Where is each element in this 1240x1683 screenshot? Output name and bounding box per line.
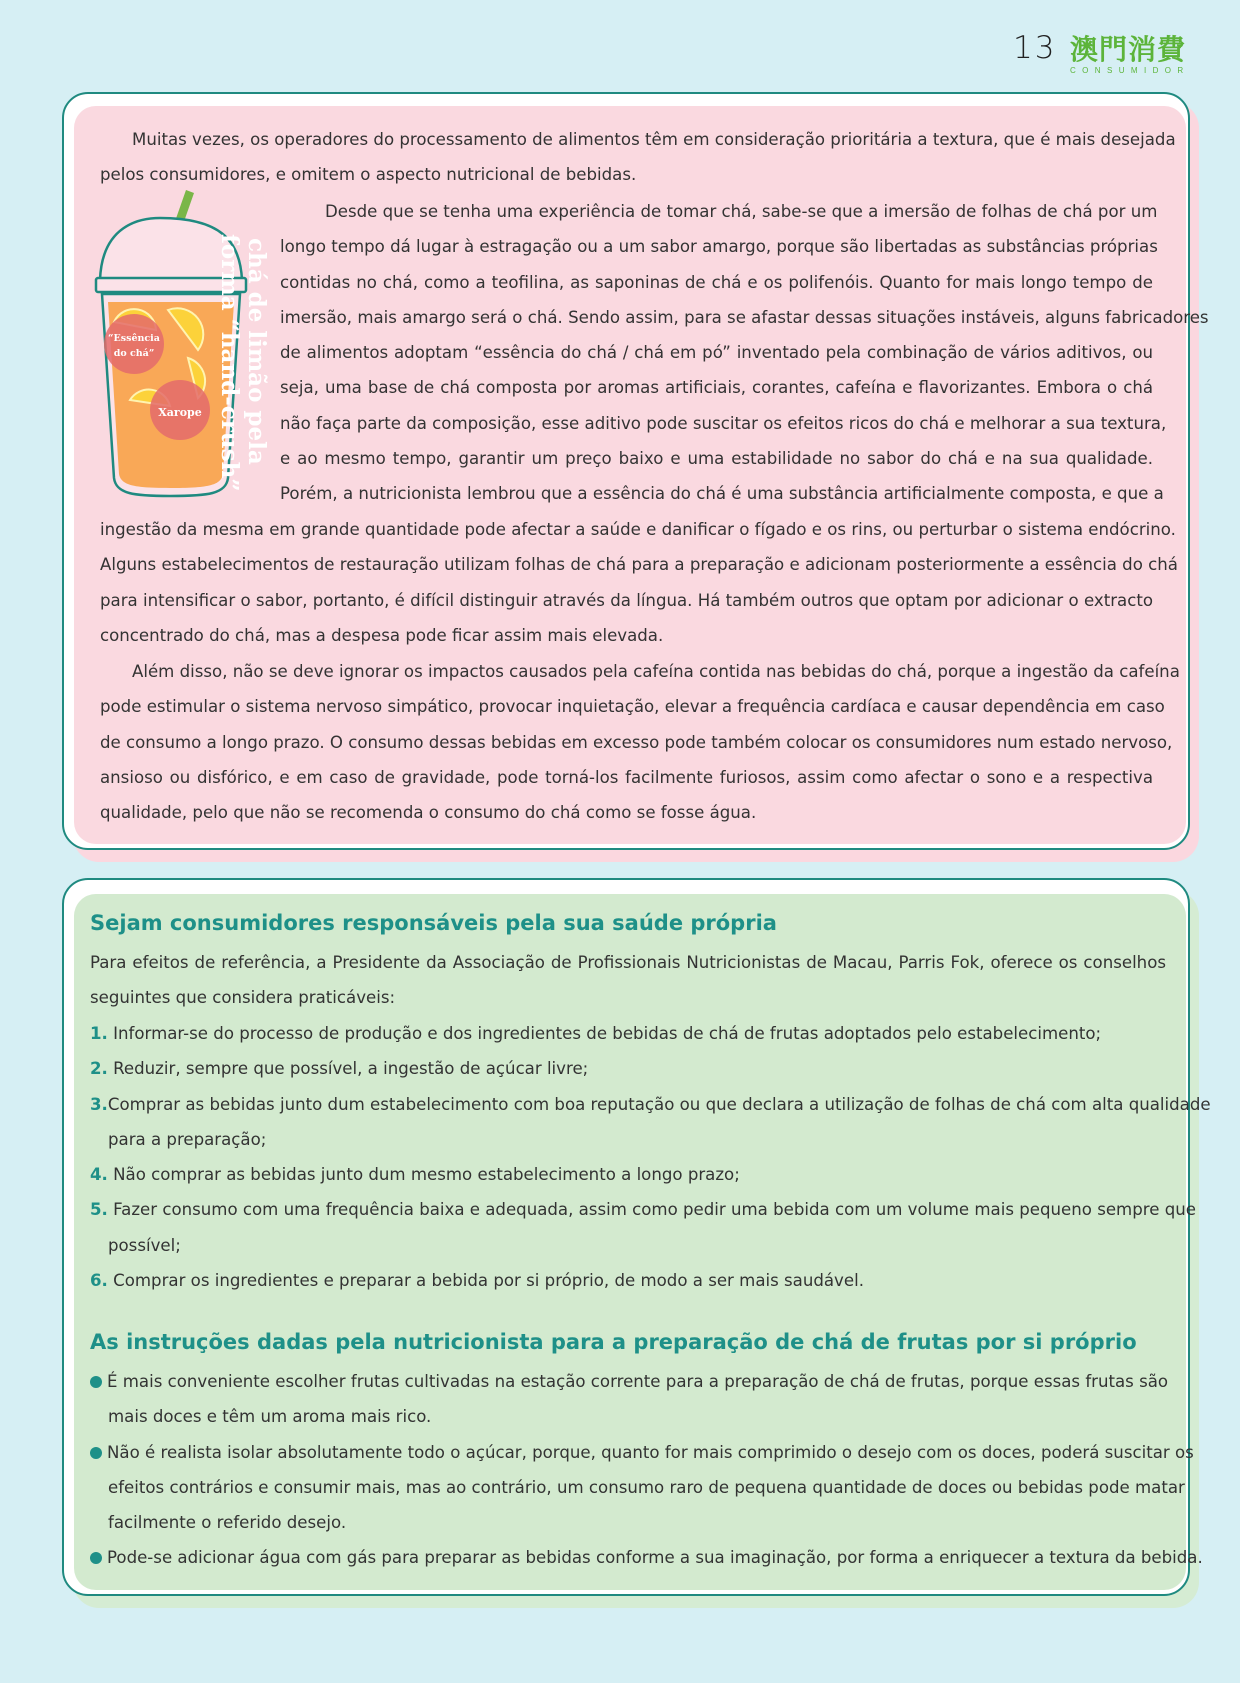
advice-item <box>90 1192 1196 1227</box>
advice-item <box>90 1157 1166 1192</box>
paragraph-line: seja, uma base de chá composta por aromas artificiais, corantes, cafeína e flavorizantes. Embora o chá <box>280 378 1153 398</box>
instruction-text: Pode-se adicionar água com gás para preparar as bebidas conforme a sua imaginação, por forma a enriquecer a textura da bebida. <box>107 1548 1203 1568</box>
paragraph-line: não faça parte da composição, esse aditivo pode suscitar os efeitos ricos do chá e melhorar a sua textura, <box>280 413 1167 433</box>
advice-item-number: 4. <box>90 1165 108 1185</box>
paragraph-line: concentrado do chá, mas a despesa pode ficar assim mais elevada. <box>100 625 664 645</box>
article-paragraph-2-continued <box>100 512 1178 653</box>
bullet-dot-icon <box>90 1447 102 1459</box>
instruction-continuation: facilmente o referido desejo. <box>108 1513 347 1533</box>
paragraph-line: Porém, a nutricionista lembrou que a essência do chá é uma substância artificialmente composta, e que a <box>280 484 1164 504</box>
label-essence-line2: do chá” <box>113 348 155 359</box>
paragraph-line: pode estimular o sistema nervoso simpático, provocar inquietação, elevar a frequência cardíaca e causar dependência em caso <box>100 697 1165 717</box>
paragraph-line: Além disso, não se deve ignorar os impactos causados pela cafeína contida nas bebidas do chá, porque a ingestão da cafeína <box>132 662 1180 681</box>
paragraph-line: Desde que se tenha uma experiência de tomar chá, sabe-se que a imersão de folhas de chá por um <box>325 202 1158 221</box>
instruction-text: É mais conveniente escolher frutas cultivadas na estação corrente para a preparação de chá de frutas, porque essas frutas são <box>107 1372 1169 1391</box>
paragraph-line: Muitas vezes, os operadores do processamento de alimentos têm em consideração prioritária a textura, que é mais desejada <box>132 130 1176 149</box>
label-essence-line1: “Essência <box>108 333 160 344</box>
advice-intro <box>90 945 1166 1016</box>
advice-item <box>90 1087 1211 1122</box>
advice-heading: Sejam consumidores responsáveis pela sua saúde própria <box>90 911 777 935</box>
paragraph-line: e ao mesmo tempo, garantir um preço baixo e uma estabilidade no sabor do chá e na sua qualidade. <box>280 449 1153 469</box>
advice-item <box>90 1016 1166 1051</box>
advice-item <box>90 1263 1166 1298</box>
fruit-tea-cup-illustration <box>90 190 280 510</box>
advice-item-number: 1. <box>90 1024 108 1043</box>
instruction-bullet <box>90 1364 1169 1399</box>
magazine-logo <box>1070 33 1190 78</box>
advice-item-continuation: possível; <box>108 1235 181 1255</box>
paragraph-line: ingestão da mesma em grande quantidade pode afectar a saúde e danificar o fígado e os rins, ou perturbar o sistema endócrino. <box>100 520 1176 539</box>
label-syrup: Xarope <box>158 406 202 419</box>
article-paragraph-3 <box>100 654 1180 830</box>
page-number: 13 <box>1013 30 1057 66</box>
vertical-title-line1: chá de limão pela <box>243 238 270 465</box>
instructions-heading: As instruções dadas pela nutricionista para a preparação de chá de frutas por si próprio <box>90 1330 1137 1354</box>
article-paragraph-1 <box>100 122 1176 193</box>
paragraph-line: para intensificar o sabor, portanto, é difícil distinguir através da língua. Há também outros que optam por adicionar o extracto <box>100 590 1153 610</box>
paragraph-line: seguintes que considera praticáveis: <box>90 988 396 1008</box>
logo-chinese-title: 澳門消費 <box>1070 33 1187 66</box>
bullet-dot-icon <box>90 1376 102 1388</box>
instruction-bullet <box>90 1435 1194 1470</box>
paragraph-line: de consumo a longo prazo. O consumo dessas bebidas em excesso pode também colocar os consumidores num estado nervoso, <box>100 732 1173 752</box>
instruction-text: Não é realista isolar absolutamente todo o açúcar, porque, quanto for mais comprimido o desejo com os doces, poderá suscitar os <box>107 1442 1194 1462</box>
advice-item-text: Fazer consumo com uma frequência baixa e adequada, assim como pedir uma bebida com um volume mais pequeno sempre que <box>113 1200 1196 1220</box>
advice-item <box>90 1051 1166 1086</box>
paragraph-line: Alguns estabelecimentos de restauração utilizam folhas de chá para a preparação e adicionam posteriormente a essência do chá <box>100 555 1178 575</box>
essence-bubble-icon <box>104 314 164 374</box>
advice-item-number: 6. <box>90 1271 108 1291</box>
paragraph-line: qualidade, pelo que não se recomenda o consumo do chá como se fosse água. <box>100 803 757 823</box>
instructions-list <box>90 1364 1203 1576</box>
instruction-continuation: efeitos contrários e consumir mais, mas ao contrário, um consumo raro de pequena quantidade de doces ou bebidas pode matar <box>108 1477 1185 1497</box>
instruction-bullet <box>90 1540 1203 1575</box>
instruction-continuation: mais doces e têm um aroma mais rico. <box>108 1407 432 1427</box>
advice-item-continuation: para a preparação; <box>108 1129 267 1149</box>
advice-list <box>90 1016 1211 1298</box>
advice-item-text: Informar-se do processo de produção e dos ingredientes de bebidas de chá de frutas adoptados pelo estabelecimento; <box>113 1024 1102 1043</box>
vertical-title-line2: forma “hand-crush” <box>216 234 243 492</box>
advice-item-number: 3. <box>90 1094 108 1114</box>
logo-english-subtitle: CONSUMIDOR <box>1070 66 1190 75</box>
bullet-dot-icon <box>90 1552 102 1564</box>
advice-item-text: Não comprar as bebidas junto dum mesmo estabelecimento a longo prazo; <box>113 1165 740 1185</box>
paragraph-line: pelos consumidores, e omitem o aspecto nutricional de bebidas. <box>100 165 637 185</box>
advice-item-number: 5. <box>90 1200 108 1220</box>
advice-item-text: Comprar as bebidas junto dum estabelecimento com boa reputação ou que declara a utilização de folhas de chá com alta qualidade <box>107 1094 1211 1114</box>
advice-item-text: Comprar os ingredientes e preparar a bebida por si próprio, de modo a ser mais saudável. <box>113 1271 864 1291</box>
paragraph-line: longo tempo dá lugar à estragação ou a um sabor amargo, porque são libertadas as substâncias próprias <box>280 237 1158 257</box>
article-paragraph-2-wrapped <box>280 194 1209 512</box>
paragraph-line: ansioso ou disfórico, e em caso de gravidade, pode torná-los facilmente furiosos, assim como afectar o sono e a respectiva <box>100 767 1153 787</box>
advice-item-text: Reduzir, sempre que possível, a ingestão de açúcar livre; <box>113 1059 589 1079</box>
paragraph-line: Para efeitos de referência, a Presidente da Associação de Profissionais Nutricionistas de Macau, Parris Fok, oferece os conselhos <box>90 953 1166 972</box>
advice-item-number: 2. <box>90 1059 108 1079</box>
paragraph-line: imersão, mais amargo será o chá. Sendo assim, para se afastar dessas situações instáveis, alguns fabricadores <box>280 307 1209 327</box>
paragraph-line: de alimentos adoptam “essência do chá / chá em pó” inventado pela combinação de vários aditivos, ou <box>280 343 1153 363</box>
paragraph-line: contidas no chá, como a teofilina, as saponinas de chá e os polifenóis. Quanto for mais longo tempo de <box>280 272 1153 292</box>
